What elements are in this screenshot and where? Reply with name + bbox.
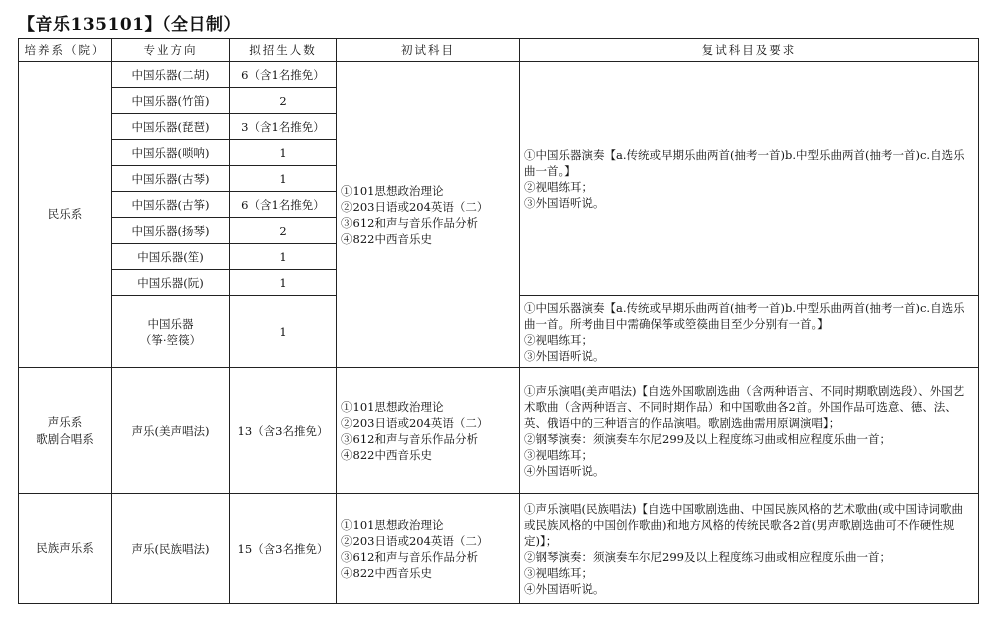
table-row xyxy=(19,62,979,88)
major-cell: 中国乐器(二胡) xyxy=(112,62,230,88)
retest-item: ①声乐演唱(美声唱法)【自选外国歌剧选曲（含两种语言、不同时期歌剧选段）、外国艺术歌曲（含两种语言、不同时期作品）和中国歌曲各2首。外国作品可选意、德、法、英、俄语中的三种语言的作品演唱。歌剧选曲需用原调演唱】； xyxy=(524,383,965,430)
dept-cell xyxy=(19,368,112,494)
dept-cell: 民族声乐系 xyxy=(19,494,112,604)
quota-cell: 1 xyxy=(230,270,337,296)
header-exam: 初试科目 xyxy=(337,39,520,62)
quota-cell: 6（含1名推免） xyxy=(230,192,337,218)
table-row xyxy=(19,368,979,494)
exam-item: ②203日语或204英语（二） xyxy=(341,415,489,430)
major-cell: 中国乐器(古琴) xyxy=(112,166,230,192)
major-cell: 中国乐器(琵琶) xyxy=(112,114,230,140)
retest-item: ①声乐演唱(民族唱法)【自选中国歌剧选曲、中国民族风格的艺术歌曲(或中国诗词歌曲或民族风格的中国创作歌曲)和地方风格的传统民歌各2首(男声歌剧选曲可不作硬性规定)】； xyxy=(524,501,963,548)
major-cell xyxy=(112,296,230,368)
retest-item: ③视唱练耳； xyxy=(524,565,593,580)
dept-line: 歌剧合唱系 xyxy=(36,431,94,446)
retest-cell xyxy=(520,62,979,296)
retest-cell xyxy=(520,368,979,494)
major-cell: 声乐(美声唱法) xyxy=(112,368,230,494)
quota-cell: 3（含1名推免） xyxy=(230,114,337,140)
exam-item: ③612和声与音乐作品分析 xyxy=(341,431,478,446)
exam-subjects-cell xyxy=(337,368,520,494)
header-dept: 培养系（院） xyxy=(19,39,112,62)
exam-item: ④822中西音乐史 xyxy=(341,447,432,462)
exam-item: ①101思想政治理论 xyxy=(341,183,444,198)
header-quota: 拟招生人数 xyxy=(230,39,337,62)
quota-cell: 6（含1名推免） xyxy=(230,62,337,88)
exam-item: ②203日语或204英语（二） xyxy=(341,199,489,214)
major-cell: 中国乐器(竹笛) xyxy=(112,88,230,114)
quota-cell: 1 xyxy=(230,296,337,368)
quota-cell: 1 xyxy=(230,140,337,166)
exam-item: ③612和声与音乐作品分析 xyxy=(341,215,478,230)
major-line: 中国乐器 xyxy=(147,316,194,331)
exam-item: ①101思想政治理论 xyxy=(341,399,444,414)
exam-item: ③612和声与音乐作品分析 xyxy=(341,549,478,564)
major-cell: 声乐(民族唱法) xyxy=(112,494,230,604)
retest-item: ①中国乐器演奏【a.传统或早期乐曲两首(抽考一首)b.中型乐曲两首(抽考一首)c.自选乐曲一首。所考曲目中需确保筝或箜篌曲目至少分别有一首。】 xyxy=(524,300,965,331)
exam-item: ④822中西音乐史 xyxy=(341,231,432,246)
exam-subjects-cell xyxy=(337,62,520,368)
retest-item: ③外国语听说。 xyxy=(524,348,605,363)
exam-subjects-cell xyxy=(337,494,520,604)
retest-cell xyxy=(520,494,979,604)
dept-cell: 民乐系 xyxy=(19,62,112,368)
retest-cell xyxy=(520,296,979,368)
retest-item: ③外国语听说。 xyxy=(524,195,605,210)
retest-item: ④外国语听说。 xyxy=(524,463,605,478)
major-cell: 中国乐器(唢呐) xyxy=(112,140,230,166)
header-major: 专业方向 xyxy=(112,39,230,62)
admissions-table xyxy=(18,38,979,604)
major-cell: 中国乐器(阮) xyxy=(112,270,230,296)
major-line: （筝·箜篌） xyxy=(139,332,202,347)
retest-item: ③视唱练耳； xyxy=(524,447,593,462)
quota-cell: 1 xyxy=(230,166,337,192)
quota-cell: 13（含3名推免） xyxy=(230,368,337,494)
header-retest: 复试科目及要求 xyxy=(520,39,979,62)
major-cell: 中国乐器(扬琴) xyxy=(112,218,230,244)
retest-item: ④外国语听说。 xyxy=(524,581,605,596)
major-cell: 中国乐器(笙) xyxy=(112,244,230,270)
exam-item: ②203日语或204英语（二） xyxy=(341,533,489,548)
retest-item: ①中国乐器演奏【a.传统或早期乐曲两首(抽考一首)b.中型乐曲两首(抽考一首)c.自选乐曲一首。】 xyxy=(524,147,965,178)
retest-item: ②视唱练耳； xyxy=(524,179,593,194)
retest-item: ②钢琴演奏：须演奏车尔尼299及以上程度练习曲或相应程度乐曲一首； xyxy=(524,431,891,446)
table-row xyxy=(19,494,979,604)
quota-cell: 2 xyxy=(230,88,337,114)
exam-item: ①101思想政治理论 xyxy=(341,517,444,532)
quota-cell: 1 xyxy=(230,244,337,270)
quota-cell: 15（含3名推免） xyxy=(230,494,337,604)
page-title: 【音乐135101】（全日制） xyxy=(18,15,241,35)
dept-line: 声乐系 xyxy=(47,414,83,429)
major-cell: 中国乐器(古筝) xyxy=(112,192,230,218)
header-row xyxy=(19,39,979,62)
exam-item: ④822中西音乐史 xyxy=(341,565,432,580)
quota-cell: 2 xyxy=(230,218,337,244)
retest-item: ②钢琴演奏：须演奏车尔尼299及以上程度练习曲或相应程度乐曲一首； xyxy=(524,549,891,564)
retest-item: ②视唱练耳； xyxy=(524,332,593,347)
